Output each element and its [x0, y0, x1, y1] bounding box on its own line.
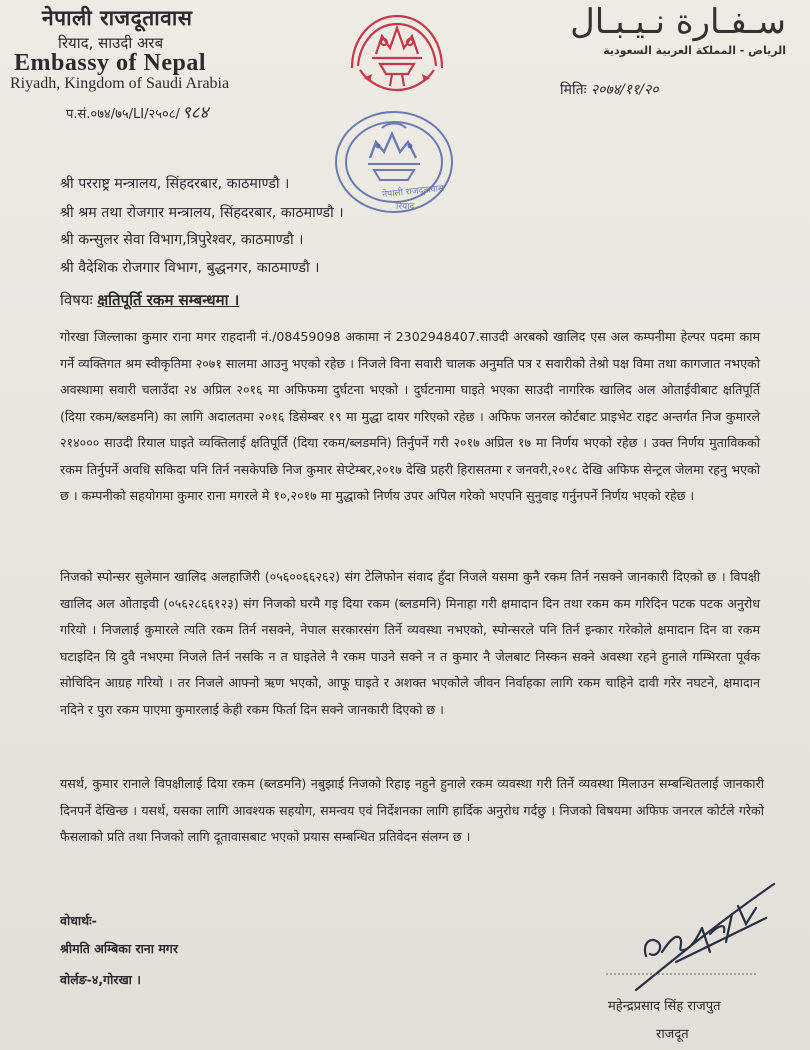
date-label: मितिः: [560, 82, 587, 98]
subject-line: [60, 290, 239, 310]
embassy-stamp: [330, 106, 460, 222]
cc-address: वोर्लङ-४,गोरखा ।: [60, 972, 142, 987]
subject-label: विषयः: [60, 291, 93, 309]
addressee-1: श्री परराष्ट्र मन्त्रालय, सिंहदरबार, काठमाण्डौ ।: [60, 176, 290, 192]
subject-text: क्षतिपूर्ति रकम सम्बन्धमा ।: [97, 291, 240, 309]
stamp-text: नेपाली राजदूतावास: [381, 183, 445, 201]
letter-date: [560, 80, 659, 99]
letterhead-nepali-city: रियाद, साउदी अरब: [58, 34, 164, 52]
addressee-3: श्री कन्सुलर सेवा विभाग,त्रिपुरेश्वर, काठमाण्डौ ।: [60, 232, 304, 248]
addressee-2: श्री श्रम तथा रोजगार मन्त्रालय, सिंहदरबार, काठमाण्डौ ।: [60, 205, 344, 221]
letterhead-english-name: Embassy of Nepal: [14, 50, 207, 76]
letterhead-english-city: Riyadh, Kingdom of Saudi Arabia: [10, 75, 230, 92]
national-emblem-icon: [342, 8, 452, 100]
letterhead-arabic-subtitle: الرياض - المملكة العربية السعودية: [603, 44, 786, 57]
addressee-4: श्री वैदेशिक रोजगार विभाग, बुद्धनगर, काठमाण्डौ ।: [60, 260, 320, 276]
reference-printed: प.सं.०७४/७५/LI/२५०८/: [66, 107, 180, 122]
body-paragraph-1: गोरखा जिल्लाका कुमार राना मगर राहदानी नं./08459098 अकामा नं 2302948407.साउदी अरबको खालिद एस अल कम्पनीमा हेल्पर पदमा काम गर्ने व्यक्तिगत श्रम स्वीकृतिमा २०७१ सालमा आउनु भएको रहेछ । निजले विना सवारी चालक अनुमति पत्र र सवारीको तेश्रो पक्ष विमा तथा कागजात नभएको अवस्थामा सवारी चलाउँदा २४ अप्रिल २०१६ मा अफिफमा दुर्घटना भएको । दुर्घटनामा घाइते भएका साउदी नागरिक खालिद अल ओताईवीबाट क्षतिपूर्ति (दिया रकम/ब्लडमनि) का लागि अदालतमा २०१६ डिसेम्बर १९ मा मुद्धा दायर गरिएको रहेछ । अफिफ जनरल कोर्टबाट प्राइभेट राइट अन्तर्गत निज कुमारले २१४००० साउदी रियाल घाइते व्यक्तिलाई क्षतिपूर्ति (दिया रकम/ब्लडमनि) तिर्नुपर्ने गरी २०१७ अप्रिल १७ मा निर्णय भएको रहेछ । उक्त निर्णय मुताविकको रकम तिर्नुपर्ने अवधि सकिदा पनि तिर्न नसकेपछि निज कुमार सेप्टेम्बर,२०१७ देखि प्रहरी हिरासतमा र जनवरी,२०१८ देखि अफिफ सेन्ट्रल जेलमा रहनु भएको छ । कम्पनीको सहयोगमा कुमार राना मगरले मे १०,२०१७ मा मुद्धाको निर्णय उपर अपिल गरेको भएपनि सुनुवाइ गर्नुनपर्ने निर्णय भएको रहेछ ।: [60, 329, 760, 503]
body-paragraph-3: यसर्थ, कुमार रानाले विपक्षीलाई दिया रकम (ब्लडमनि) नबुझाई निजको रिहाइ नहुने हुनाले रकम व्यवस्था गरी तिर्ने व्यवस्था मिलाउन सम्बन्धितलाई जानकारी दिनपर्ने देखिन्छ । यसर्थ, यसका लागि आवश्यक सहयोग, समन्वय एवं निर्देशनका लागि हार्दिक अनुरोध गर्दछु । निजको विषयमा अफिफ जनरल कोर्टले गरेको फैसलाको प्रति तथा निजको लागि दूतावासबाट भएको प्रयास सम्बन्धित प्रतिवेदन संलग्न छ ।: [60, 776, 764, 844]
cc-name: श्रीमति अम्बिका राना मगर: [60, 941, 178, 956]
handwritten-signature: [606, 878, 796, 1002]
date-value: २०७४/११/२०: [590, 82, 659, 98]
body-paragraph-2: निजको स्पोन्सर सुलेमान खालिद अलहाजिरी (०५६००६६२६२) संग टेलिफोन संवाद हुँदा निजले यसमा कुनै रकम तिर्न नसक्ने जानकारी दिएको छ । विपक्षी खालिद अल ओताइवी (०५६२८६६१२३) संग निजको घरमै गइ दिया रकम (ब्लडमनि) मिनाहा गरी क्षमादान दिन तथा रकम कम गरिदिन पटक पटक अनुरोध गरियो । निजलाई कुमारले त्यति रकम तिर्न नसक्ने, नेपाल सरकारसंग तिर्ने व्यवस्था नभएको, स्पोन्सरले पनि तिर्न इन्कार गरेकोले क्षमादान दिन वा रकम घटाइदिन यि दुवै नभएमा निजले तिर्न नसकि न त घाइतेले नै रकम पाउने सक्ने न त कुमार नै जेलबाट निस्कन सक्ने अवस्था रहने हुनाले गम्भिरता पूर्वक सोचिदिन आग्रह गरियो । तर निजले आफ्नो ऋण भएको, आफू घाइते र अशक्त भएकोले जीवन निर्वाहका लागि रकम चाहिने दावी गरेर नघटने, क्षमादान नदिने र पुरा रकम पाएमा कुमारलाई केही रकम फिर्ता दिन सक्ने जानकारी दिएको छ ।: [60, 569, 760, 717]
signatory-name: महेन्द्रप्रसाद सिंह राजपुत: [608, 999, 721, 1014]
cc-label: वोधार्थः-: [60, 913, 97, 928]
stamp-city: रियाद: [396, 202, 415, 212]
letterhead-arabic-name: سـفـارة نـيـبـال: [570, 2, 786, 42]
reference-number: [66, 100, 208, 123]
letterhead-nepali-name: नेपाली राजदूतावास: [42, 6, 193, 30]
reference-handwritten: ९८४: [181, 103, 209, 123]
signatory-title: राजदूत: [656, 1027, 689, 1042]
